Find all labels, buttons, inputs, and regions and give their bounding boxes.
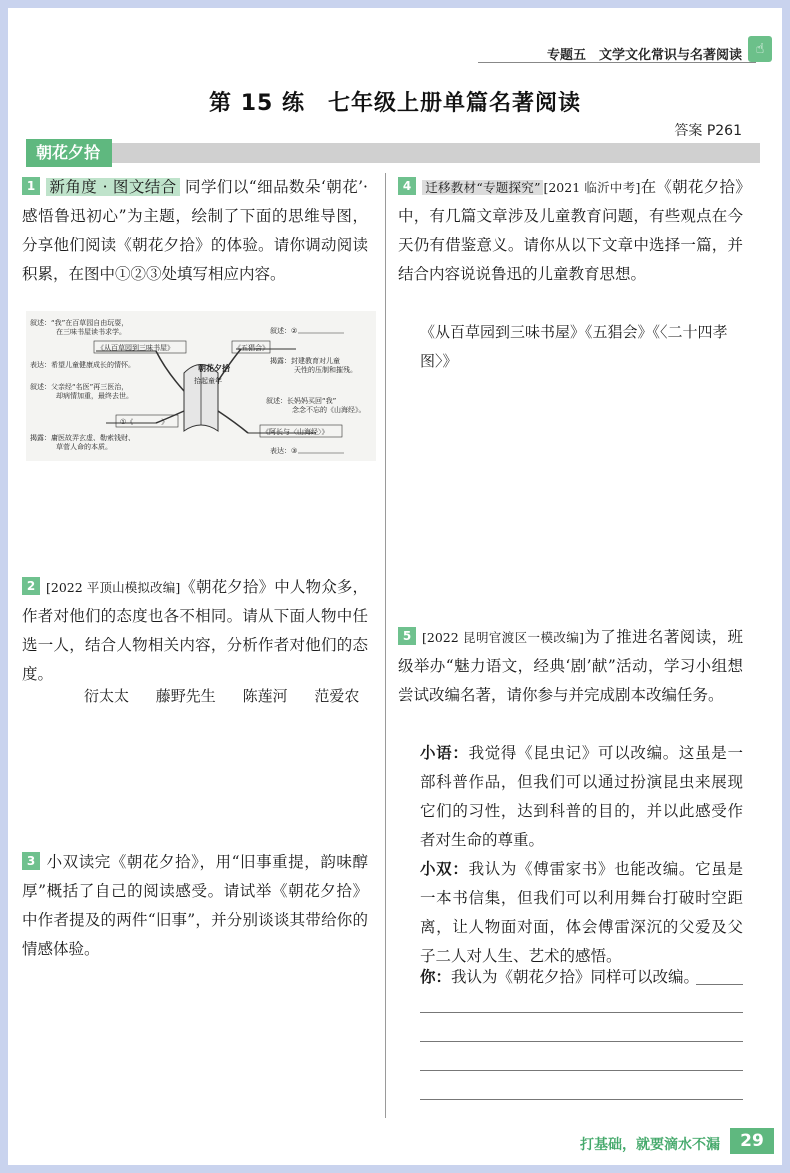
question-4 [398,173,743,289]
page-title: 第 15 练 七年级上册单篇名著阅读 [209,91,581,116]
character-name: 陈莲河 [242,687,288,705]
mm-n4-narr: 叙述：长妈妈买回“我” [266,397,337,405]
answer-line[interactable] [420,1070,743,1099]
mm-n3-expo: 揭露：封建教育对儿童 [270,357,340,365]
mm-n2-expo-2: 草菅人命的本质。 [56,443,112,451]
question-number: 3 [22,852,40,870]
answer-line[interactable] [420,1099,743,1128]
mind-map [26,311,376,461]
question-source: [2022 平顶山模拟改编] [46,580,181,595]
speaker-label: 你： [420,968,452,986]
question-text: 同学们以“细品数朵‘朝花’·感悟鲁迅初心”为主题，绘制了下面的思维导图，分享他们阅读《朝花夕拾》的体验。请你调动阅读积累，在图中①②③处填写相应内容。 [22,178,368,283]
answer-blank[interactable] [696,984,743,985]
mm-n4-title: 《阿长与〈山海经〉》 [262,428,329,436]
mm-n3-title: 《五猖会》 [234,344,269,352]
page [8,8,782,1165]
question-5 [398,623,743,710]
character-list [84,685,381,706]
dialogue-you [420,963,743,992]
mm-n1-title: 《从百草园到三味书屋》 [97,344,174,352]
pointer-hand-icon: ☝ [748,36,772,62]
footer-slogan: 打基础，就要滴水不漏 [580,1137,720,1153]
mm-n2-narr: 叙述：父亲经“名医”再三医治， [30,383,129,391]
speaker-label: 小语： [420,744,469,762]
mm-n4-narr-2: 念念不忘的《山海经》。 [292,406,366,414]
character-name: 衍太太 [84,687,130,705]
chapter-header: 专题五 文学文化常识与名著阅读 [546,48,742,63]
answer-lines[interactable] [420,1012,743,1128]
question-2 [22,573,368,689]
character-name: 藤野先生 [155,687,216,705]
question-number: 2 [22,577,40,595]
book-list: 《从百草园到三味书屋》《五猖会》《〈二十四孝图〉》 [420,323,728,370]
mm-n2-blank: ①《 》 [120,418,169,426]
mm-n1-narr: 叙述：“我”在百草园自由玩耍， [30,319,129,327]
speaker-text: 我认为《傅雷家书》也能改编。它虽是一本书信集，但我们可以利用舞台打破时空距离，让人物面对面，体会傅雷深沉的父爱及父子二人对人生、艺术的感悟。 [420,860,743,965]
mm-n2-expo: 揭露：庸医故弄玄虚、勒索钱财、 [30,434,135,442]
character-name: 范爱农 [314,687,360,705]
question-text: 在《朝花夕拾》中，有几篇文章涉及儿童教育问题，有些观点在今天仍有借鉴意义。请你从以下文章中选择一篇，并结合内容说说鲁迅的儿童教育思想。 [398,178,743,283]
dialogue-xiaoshuang [420,855,743,971]
column-divider [385,173,386,1118]
question-number: 4 [398,177,416,195]
page-number: 29 [730,1128,774,1154]
question-number: 5 [398,627,416,645]
mm-n3-narr: 叙述：② [270,327,298,335]
speaker-label: 小双： [420,860,469,878]
question-1 [22,173,368,289]
question-3 [22,848,368,964]
question-text: 为了推进名著阅读，班级举办“魅力语文，经典‘剧’献”活动，学习小组想尝试改编名著，请你参与并完成剧本改编任务。 [398,628,743,704]
mm-n2-narr-2: 却病情加重，最终去世。 [56,392,133,400]
section-bar [26,143,760,163]
header-rule [478,62,756,63]
dialogue-xiaoyu [420,739,743,855]
mm-center: 朝花夕拾 [198,364,230,373]
mm-n4-expr: 表达：③ [270,447,298,455]
question-tag: 新角度 · 图文结合 [46,178,180,196]
section-label: 朝花夕拾 [26,139,112,167]
question-text: 小双读完《朝花夕拾》，用“旧事重提，韵味醇厚”概括了自己的阅读感受。请试举《朝花夕拾》中作者提及的两件“旧事”，并分别谈谈其带给你的情感体验。 [22,853,368,958]
speaker-text: 我认为《朝花夕拾》同样可以改编。 [451,968,700,986]
mm-center-sub: 拾起童年 [194,377,222,385]
question-source: [2022 昆明官渡区一模改编] [422,630,585,645]
mind-map-graphic [26,311,376,461]
mm-n1-narr-2: 在三味书屋读书求学。 [56,328,126,336]
mm-n3-expo-2: 天性的压制和摧残。 [294,366,357,374]
answer-line[interactable] [420,1012,743,1041]
question-number: 1 [22,177,40,195]
mm-n1-expr: 表达：希望儿童健康成长的情怀。 [30,361,135,369]
question-tag: 迁移教材“专题探究” [422,180,543,195]
speaker-text: 我觉得《昆虫记》可以改编。这虽是一部科普作品，但我们可以通过扮演昆虫来展现它们的习性，达到科普的目的，并以此感受作者对生命的尊重。 [420,744,743,849]
answer-line[interactable] [420,1041,743,1070]
question-text: 《朝花夕拾》中人物众多，作者对他们的态度也各不相同。请从下面人物中任选一人，结合人物相关内容，分析作者对他们的态度。 [22,578,368,683]
answer-reference: 答案 P261 [674,123,742,139]
question-source: [2021 临沂中考] [543,180,641,195]
